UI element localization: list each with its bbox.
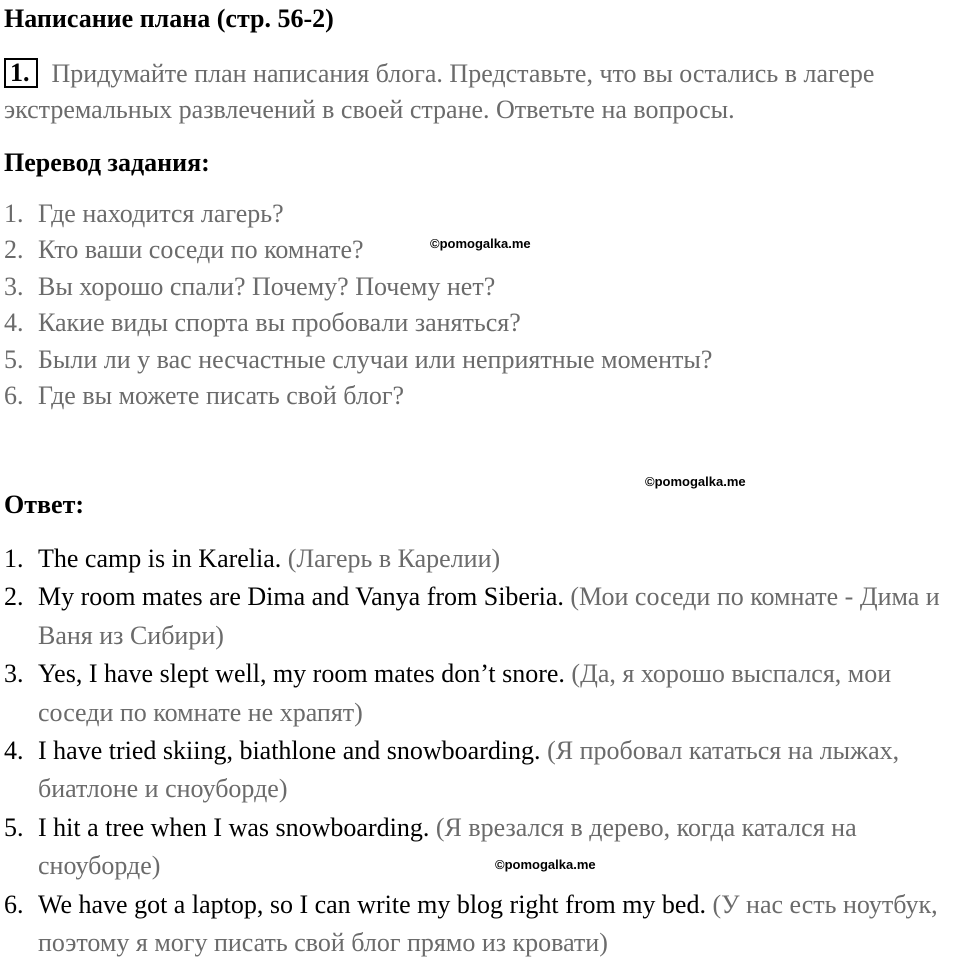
translation-heading: Перевод задания:: [4, 148, 210, 177]
question-item: [4, 378, 904, 414]
page-title: Написание плана (стр. 56-2): [4, 4, 334, 33]
answer-number: 2.: [4, 582, 24, 612]
answer-english: I hit a tree when I was snowboarding.: [38, 812, 430, 842]
question-number: 6.: [4, 381, 24, 411]
question-text: Были ли у вас несчастные случаи или неприятные моменты?: [38, 344, 713, 374]
task-block: [4, 56, 954, 128]
answer-item: [4, 809, 960, 886]
watermark: ©pomogalka.me: [495, 857, 596, 872]
answer-item: [4, 655, 960, 732]
answer-item: [4, 540, 960, 578]
answer-translation: (Да, я хорошо выспался, мои соседи по комнате не храпят): [38, 659, 892, 727]
question-item: [4, 342, 904, 378]
answer-item: [4, 732, 960, 809]
answer-english: We have got a laptop, so I can write my blog right from my bed.: [38, 889, 706, 919]
question-text: Какие виды спорта вы пробовали заняться?: [38, 308, 521, 338]
question-item: [4, 269, 904, 305]
question-number: 2.: [4, 235, 24, 265]
question-number: 1.: [4, 199, 24, 228]
answer-number: 6.: [4, 889, 24, 919]
answer-number: 5.: [4, 812, 24, 842]
question-text: Где находится лагерь?: [38, 199, 284, 228]
answer-item: [4, 886, 960, 962]
answer-english: I have tried skiing, biathlone and snowboarding.: [38, 736, 541, 766]
task-text: Придумайте план написания блога. Представьте, что вы остались в лагере экстремальных развлечений в своей стране. Ответьте на вопросы.: [4, 59, 875, 124]
question-text: Где вы можете писать свой блог?: [38, 381, 405, 411]
question-text: Вы хорошо спали? Почему? Почему нет?: [38, 271, 496, 301]
answer-number: 4.: [4, 736, 24, 766]
answer-english: The camp is in Karelia.: [38, 544, 282, 573]
answer-number: 3.: [4, 659, 24, 689]
answer-item: [4, 578, 960, 655]
answer-english: Yes, I have slept well, my room mates don’t snore.: [38, 659, 565, 689]
answer-translation: (У нас есть ноутбук, поэтому я могу писать свой блог прямо из кровати): [38, 889, 938, 958]
answer-heading: Ответ:: [4, 490, 85, 519]
answer-list: [4, 540, 960, 962]
answer-translation: (Я врезался в дерево, когда катался на сноуборде): [38, 812, 857, 881]
answer-translation: (Лагерь в Карелии): [287, 544, 501, 573]
question-text: Кто ваши соседи по комнате?: [38, 235, 364, 265]
question-number: 5.: [4, 344, 24, 374]
answer-english: My room mates are Dima and Vanya from Siberia.: [38, 582, 564, 612]
question-number: 3.: [4, 271, 24, 301]
answer-translation: (Мои соседи по комнате - Дима и Ваня из Сибири): [38, 582, 940, 650]
question-list: [4, 196, 904, 414]
question-item: [4, 305, 904, 341]
watermark: ©pomogalka.me: [645, 474, 746, 489]
question-number: 4.: [4, 308, 24, 338]
watermark: ©pomogalka.me: [430, 236, 531, 251]
question-item: [4, 196, 904, 232]
answer-translation: (Я пробовал кататься на лыжах, биатлоне и сноуборде): [38, 736, 900, 804]
answer-number: 1.: [4, 544, 24, 573]
task-number-box: 1.: [4, 58, 38, 88]
